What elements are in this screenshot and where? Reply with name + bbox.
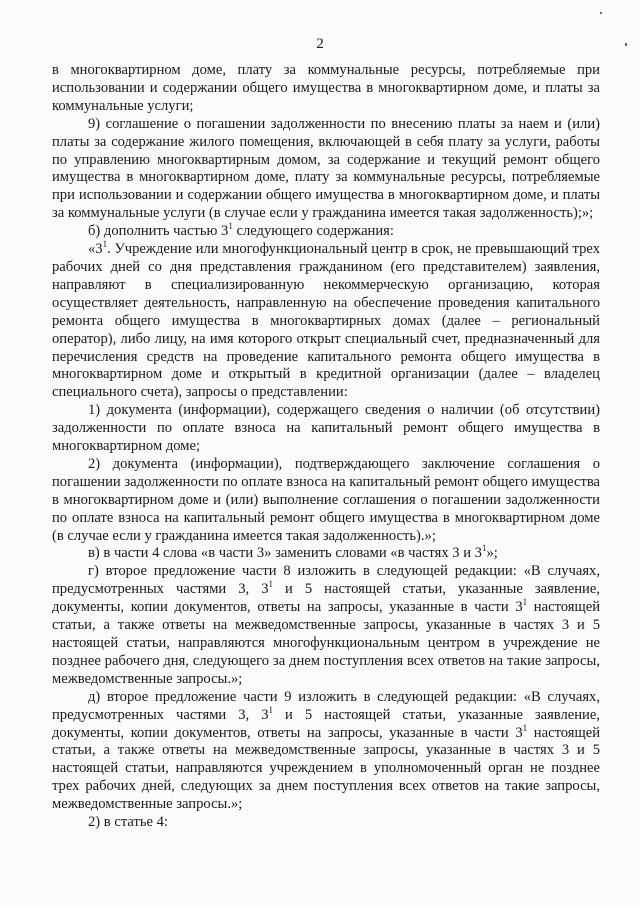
paragraph [52, 456, 600, 546]
text-run: «3 [88, 241, 103, 258]
scan-speck [600, 12, 602, 14]
text-run: и 5 настоящей статьи, указанные заявление, документы, копии документов, ответы на запросы, указанные в части 3 [52, 581, 600, 616]
text-run: г) второе предложение части 8 изложить в следующей редакции: «В случаях, предусмотренных частями 3, 3 [52, 563, 600, 598]
paragraph [52, 545, 600, 563]
paragraph [52, 689, 600, 814]
paragraph [52, 563, 600, 688]
superscript: 1 [522, 722, 528, 733]
superscript: 1 [228, 221, 233, 232]
text-run: . Учреждение или многофункциональный центр в срок, не превышающий трех рабочих дней со дня представления гражданином (его представителем) заявления, направляют в специализированную некоммерческую организацию, которая осуществляет деятельность, направленную на обеспечение проведения капитального ремонта общего имущества в многоквартирных домах (далее – региональный оператор), либо лицу, на имя которого открыт специальный счет, предназначенный для перечисления средств на проведение капитального ремонта общего имущества в многоквартирном доме и открытый в кредитной организации (далее – владелец специального счета), запросы о представлении: [52, 241, 600, 401]
paragraph [52, 814, 600, 832]
paragraph [52, 116, 600, 223]
text-run: настоящей статьи, а также ответы на межведомственные запросы, указанные в частях 3 и 5 настоящей статьи, направляются многофункциональным центром в учреждение не позднее рабочего дня, следующего за днем поступления всех ответов на такие запросы, межведомственные запросы.»; [52, 599, 601, 687]
superscript: 1 [481, 543, 487, 554]
page-number: 2 [316, 36, 324, 52]
paragraph [52, 402, 600, 456]
text-run: следующего содержания: [232, 223, 394, 240]
text-run: и 5 настоящей статьи, указанные заявление, документы, копии документов, ответы на запросы, указанные в части 3 [52, 706, 600, 741]
superscript: 1 [268, 704, 274, 715]
text-run: 1) документа (информации), содержащего сведения о наличии (об отсутствии) задолженности по оплате взноса на капитальный ремонт общего имущества в многоквартирном доме; [52, 402, 600, 455]
text-run: в многоквартирном доме, плату за коммунальные ресурсы, потребляемые при использовании и содержании общего имущества в многоквартирном доме, и платы за коммунальные услуги; [52, 62, 600, 114]
text-run: настоящей статьи, а также ответы на межведомственные запросы, указанные в частях 3 и 5 настоящей статьи, направляются учреждением в уполномоченный орган не позднее трех рабочих дней, следующих за днем поступления всех ответов на такие запросы, межведомственные запросы.»; [52, 724, 601, 813]
paragraph [52, 223, 600, 241]
scan-speck [625, 43, 627, 46]
text-run: 9) соглашение о погашении задолженности по внесению платы за наем и (или) платы за содержание жилого помещения, включающей в себя плату за услуги, работы по управлению многоквартирным домом, за содержание и текущий ремонт общего имущества в многоквартирном доме, плату за коммунальные ресурсы, потребляемые при использовании и содержании общего имущества в многоквартирном доме, и платы за коммунальные услуги (в случае если у гражданина имеется такая задолженность);»; [52, 115, 600, 222]
document-body [52, 62, 600, 832]
text-run: в) в части 4 слова «в части 3» заменить словами «в частях 3 и 3 [88, 545, 482, 562]
paragraph [52, 62, 600, 116]
text-run: 2) в статье 4: [88, 814, 168, 831]
superscript: 1 [102, 239, 108, 250]
text-run: »; [486, 545, 498, 562]
text-run: д) второе предложение части 9 изложить в следующей редакции: «В случаях, предусмотренных частями 3, 3 [52, 688, 600, 723]
text-run: 2) документа (информации), подтверждающего заключение соглашения о погашении задолженности по оплате взноса на капитальный ремонт общего имущества в многоквартирном доме и (или) выполнение соглашения о погашении задолженности по оплате взноса на капитальный ремонт общего имущества в многоквартирном доме (в случае если у гражданина имеется такая задолженность).»; [52, 455, 600, 544]
paragraph [52, 241, 600, 402]
superscript: 1 [268, 579, 274, 590]
text-run: б) дополнить частью 3 [88, 223, 229, 240]
superscript: 1 [522, 597, 528, 608]
